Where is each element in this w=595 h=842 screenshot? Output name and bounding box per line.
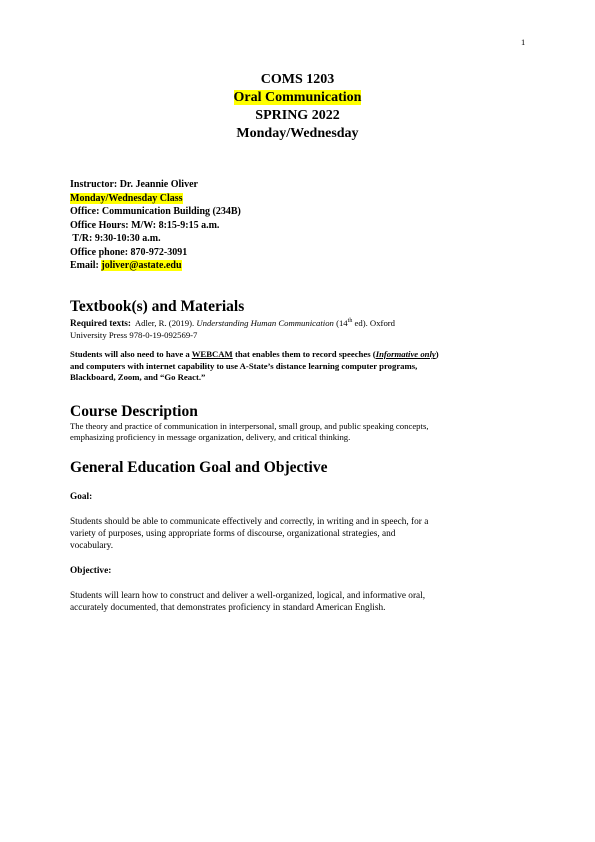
textbooks-section [70,298,530,383]
objective-label: Objective: [70,566,112,577]
office-hours-line-2: T/R: 9:30-10:30 a.m. [70,233,161,244]
office-line: Office: Communication Building (234B) [70,206,241,217]
webcam-note-end: ) [435,349,439,360]
office-hours-line: Office Hours: M/W: 8:15-9:15 a.m. [70,219,220,231]
email-label: Email: [70,260,102,271]
required-edition-post: ed). Oxford [352,317,396,328]
class-line: Monday/Wednesday Class [70,192,183,204]
instructor-block [70,178,241,273]
course-description-line-1: The theory and practice of communication in interpersonal, small group, and public speaking concepts, [70,421,429,431]
webcam-note-mid: that enables them to record speeches ( [232,349,376,360]
course-name: Oral Communication [233,90,362,105]
goal-line-2: variety of purposes, using appropriate forms of discourse, organizational strategies, and [70,528,396,539]
title-block [0,71,595,143]
instructor-name: Instructor: Dr. Jeannie Oliver [70,179,198,190]
webcam-note-line-2: and computers with internet capability to use A-State’s distance learning computer programs, [70,360,418,371]
objective-line-1: Students will learn how to construct and deliver a well-organized, logical, and informative oral, [70,591,426,602]
required-book-title: Understanding Human Communication [196,317,334,328]
webcam-note-pre: Students will also need to have a [70,349,192,360]
required-author: Adler, R. (2019). [131,317,197,328]
required-texts [70,316,530,330]
course-description-heading: Course Description [70,403,198,420]
goal-line-3: vocabulary. [70,540,114,551]
page-number: 1 [521,37,526,47]
course-description-section [70,403,530,443]
gen-ed-heading: General Education Goal and Objective [70,459,328,476]
webcam-italic: Informative only [375,349,436,360]
webcam-note-line-3: Blackboard, Zoom, and “Go React.” [70,371,206,382]
office-phone-line: Office phone: 870-972-3091 [70,246,188,258]
objective-line-2: accurately documented, that demonstrates proficiency in standard American English. [70,603,386,614]
required-edition-sup: th [347,318,353,324]
course-code: COMS 1203 [260,72,335,87]
email-link[interactable]: joliver@astate.edu [101,260,182,271]
required-edition-pre: (14 [333,317,348,328]
course-description-line-2: emphasizing proficiency in message organization, delivery, and critical thinking. [70,432,351,443]
webcam-word: WEBCAM [191,349,233,360]
term: SPRING 2022 [255,108,340,123]
required-texts-label: Required texts: [70,318,132,329]
goal-line-1: Students should be able to communicate effectively and correctly, in writing and in speech, for a [70,517,429,527]
class-days: Monday/Wednesday [236,126,359,141]
textbooks-heading: Textbook(s) and Materials [70,298,245,315]
required-texts-line-2: University Press 978-0-19-092569-7 [70,330,198,341]
webcam-note [70,349,530,360]
goal-label: Goal: [70,492,93,502]
gen-ed-section [70,459,530,615]
